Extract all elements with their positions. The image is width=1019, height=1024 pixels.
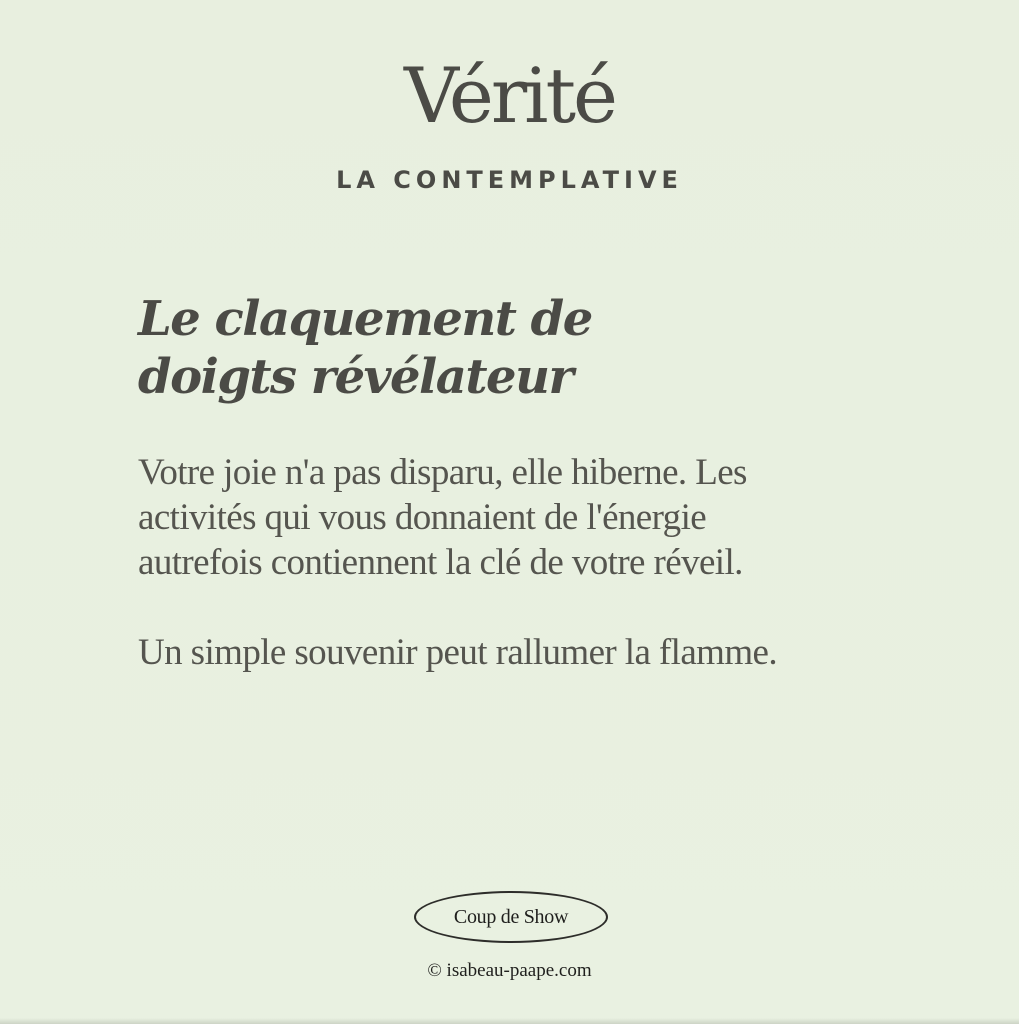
- headline-line: doigts révélateur: [138, 349, 573, 405]
- body-line: Votre joie n'a pas disparu, elle hiberne. Les: [138, 452, 747, 493]
- paragraph-spacer: [138, 585, 898, 630]
- body-line: autrefois contiennent la clé de votre réveil.: [138, 542, 743, 583]
- body-line: activités qui vous donnaient de l'énergie: [138, 497, 707, 538]
- headline-line: Le claquement de: [138, 291, 592, 347]
- bottom-edge-shadow: [0, 1018, 1019, 1024]
- brand-subtitle: LA CONTEMPLATIVE: [336, 166, 683, 194]
- headline: [138, 290, 698, 406]
- copyright-credit: © isabeau-paape.com: [427, 960, 592, 981]
- coup-de-show-button[interactable]: Coup de Show: [414, 891, 608, 943]
- brand-title: Vérité: [403, 51, 616, 140]
- body-line: Un simple souvenir peut rallumer la flamme.: [138, 632, 777, 673]
- body-text: [138, 450, 898, 675]
